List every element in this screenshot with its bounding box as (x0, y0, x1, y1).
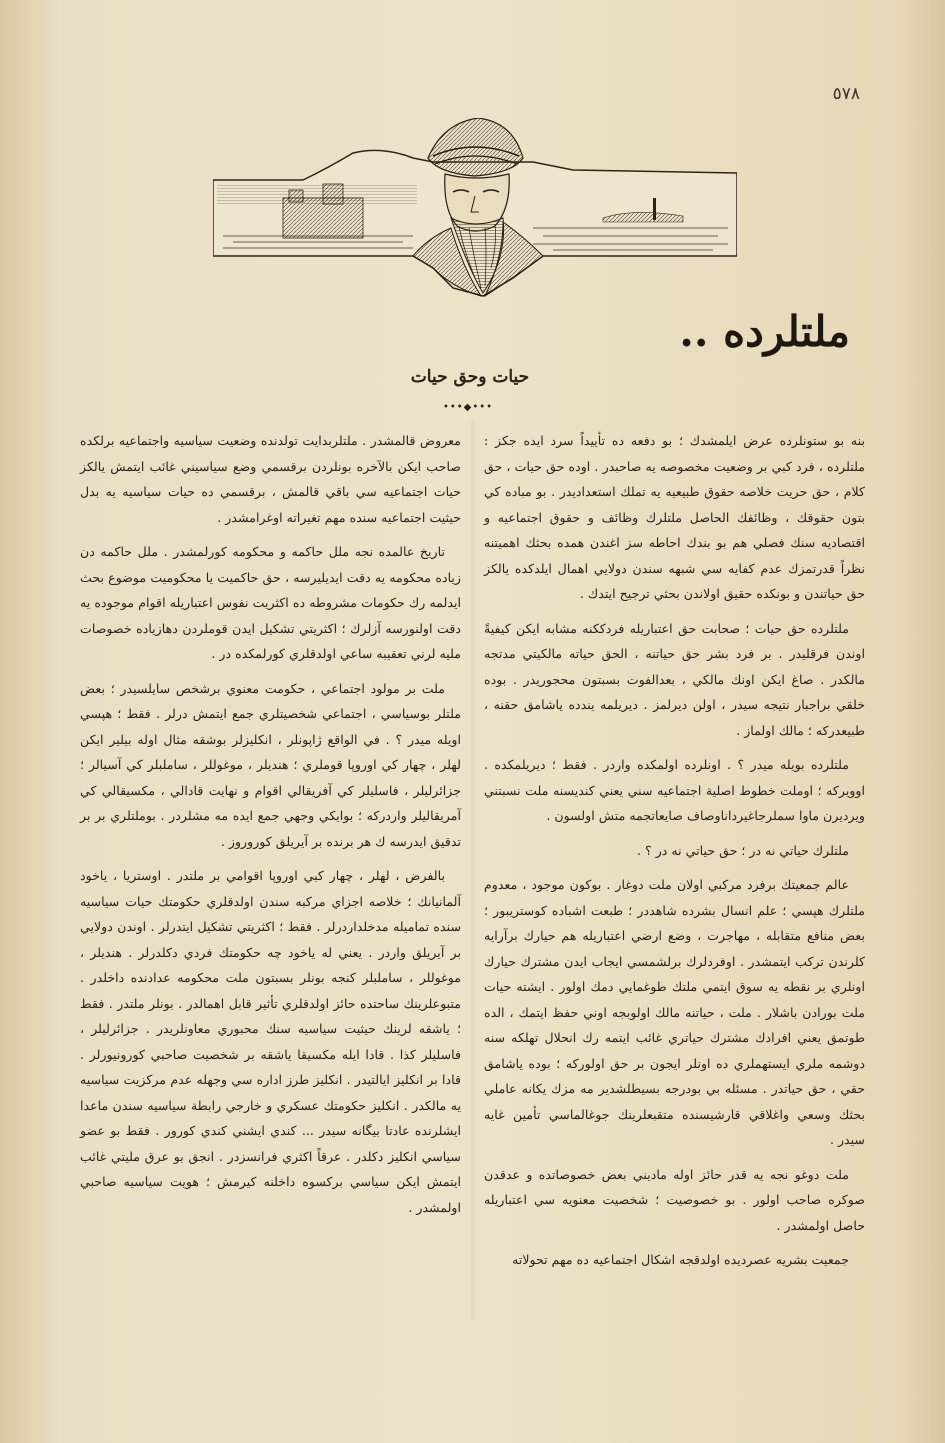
paragraph: تاريخ عالمده نجه ملل حاكمه و محكومه كورلمشدر . ملل حاكمه دن زياده محكومه يه دقت ايديليرسه ، حق حاكميت يا محكوميت موضوع بحث ايدلمه رك حكومات مشروطه ده اكثريت نفوس اعتباريله اقوام موجوده يه دقت اولنورسه آزلرك ؛ اكثريتي تشكيل ايدن قوملردن دهازياده خصوصات مليه لرني تعقيبه ساعي اولدقلري كورلمكده در . (80, 544, 461, 661)
page-number: ٥٧٨ (832, 84, 860, 104)
paragraph: جمعيت بشريه عصرديده اولدقجه اشكال اجتماعيه ده مهم تحولاته (512, 1252, 849, 1267)
paragraph: عالم جمعيتك برفرد مركبي اولان ملت دوغار . بوكون موجود ، معدوم ملتلرك هپسي ؛ علم انسال بشرده شاهددر ؛ طبعت اشباده كوستريبور ؛ بعض منافع متقابله ، مهاجرت ، وضع ارضي اعتباريله هم حيارك برآرايه كلرندن تركب ايتمشدر . اوفردلرك برلشمسي ايجاب ايدن مشترك حيارك اونلري بر نقطه يه سوق ايتمي ملتك طوغمايي دمك اولور . ايشته حيات ملت بورادن باشلار . ملت ، حياتنه مالك اولوبجه اوني حفظ ايتمك ، الده طوتمق يعني افرادك مشترك حياتري غائب ايتمه رك انحلال تهلكه سنه دوشمه ملري ايستهملري ده اونلر ايجون بر حق اولوركه ؛ بوده ياشامق حقي ، حق حياتدر . مسئله بي بودرجه بسيطلشدير مه مزك يكانه عاملي بحثك وسعي واغلاقي قارشيسنده متقبعلرينك جوغالماسي تأمين غايه سيدر . (484, 877, 865, 1147)
paragraph: بالفرض ، لهلر ، چهار كبي اوروپا اقوامي بر ملتدر . اوستريا ، ياخود آلمانيانك ؛ خلاصه اجزاي مركبه سندن اولدقلري حكومتك حيات سياسيه سنده تماميله مدخلداردرلر . فقط ؛ اكثريتي تشكيل ايتدرلر . اوندن دولايي بر آيريلق واردر . يعني له ياخود چه حكومتك فردي دكلدرلر . هنديلر ، موغوللر ، ساملبلر كنجه بونلر بسبتون ملت محكومه عدادنده داخلدر . متبوعلرينك ساحتده حائز اولدقلري تأثير قابل اهمالدر . بونلر ملتدر . فقط ؛ ياشقه لرينك حيثيت سياسيه سنك محبوري معاونلريدر . جزائرليلر ، فاسليلر كذا . قادا ايله مكسيقا ياشقه بر شخصيت صاحبي كورونيورلر . قادا بر انكليز ايالتيدر . انكليز طرز اداره سي وجهله عدم مركزيت سياسيه يه مالكدر . انكليز حكومتك عسكري و خارجي رابطة سياسيه سندن ماعدا ايشلرنده عادتا بيگانه سيدر ... كندي ايشني كندي كورور . فقط بو عضو سياسي انكليز دكلدر . عرقاً اكثري فرانسزدر . انجق بو عرق مليتي غائب ايتمش ايكن سياسي بركسوه داخلنه كيرمش ؛ هويت سياسيه صاحبي اولمشدر . (80, 868, 461, 1215)
article-subtitle: حيات وحق حيات (410, 367, 530, 387)
paragraph: بنه بو ستونلرده عرض ايلمشدك ؛ بو دفعه ده تأييداً سرد ايده جكز : ملتلرده ، فرد كبي بر وضعيت مخصوصه يه صاحبدر . اوده حق حيات ، حق كلام ، حق حريت خلاصه حقوق طبيعيه يه تملك استعداديدر . بو مباده كي بتون حقوقك ، وظائفك الحاصل ملتلرك وظائف و حقوق اجتماعيه و اقتصاديه سنك فصلي هم بو بندك احاطه سز اغندن همده بحثك اهميتنه نظراً قدرتمزك عدم كفايه سي شبهه سندن دولايي اهمال ايلدكده يالكز حق حياتندن و بونكده حقيق اولاندن بحثي ترجيح ايتدك . (484, 433, 865, 601)
right-column (484, 428, 865, 1308)
left-column (80, 428, 461, 1308)
ornament-divider: •••◆••• (442, 402, 494, 413)
article-title: ملتلرده .. (679, 307, 850, 356)
paragraph: ملتلرده بويله ميدر ؟ . اونلرده اولمكده واردر . فقط ؛ ديريلمكده . اوويركه ؛ اوملت خطوط اصلية اجتماعيه سني يعني كنديسنه ملت نسبتني ويرديرن ماوا سملرجاغيرداناوصاف صايعاتجمه متش اولسون . (484, 757, 865, 823)
paragraph: معروض قالمشدر . ملتلربدايت تولدنده وضعيت سياسيه واجتماعيه برلكده صاحب ايكن بالآخره بونلردن برقسمي وضع سياسيني غائب ايتمش يالكز حيات اجتماعيه سي باقي قالمش ، برقسمي ده حيات سياسيه يه بدل حيثيت اجتماعيه سنده مهم تغيراته اوغرامشدر . (80, 433, 461, 525)
paragraph: ملت بر مولود اجتماعي ، حكومت معنوي برشخص سايلسيدر ؛ بعض ملتلر بوسياسي ، اجتماعي شخصيتلري جمع ايتمش درلر . فقط ؛ هپسي اويله ميدر ؟ . في الواقع ژاپونلر ، انكليزلر بوشقه مثال اوله بيلير ايكن لهلر ، چهار كي اوروپا قوملري ؛ هنديلر ، موغوللر ، ساملبلر كي آسيالر ؛ جزائرليلر ، فاسليلر كي آفريقالي اقوام و نهايت قادالي ، مكسيقالي كي آمريقاليلر واردركه ؛ بوايكي وجهي جمع ايده مه مشلردر . بوملتلري بر بر تدقيق ايدرسه ك هر برنده بر آيريلق كوروروز . (80, 680, 461, 849)
portrait-engraving-icon (213, 118, 737, 298)
paragraph: ملتلرده حق حيات ؛ صحابت حق اعتباريله فردككنه مشابه ايكن كيفيةً اوندن فرقليدر . بر فرد بشر حق حياتنه ، الحق حياته مالكيتي مدتجه مالكدر . صاغ ايكن اونك مالكي ، بعدالفوت بسبتون محجوريدر . بوده خلقي براجبار نتيجه سيدر ، اولن ديرلمز . ديريلمه يندده ياشامق حقنه ، طبيعدركه ؛ مالك اولماز . (484, 620, 865, 738)
column-gutter (470, 420, 476, 1320)
paragraph: ملت دوغو نجه يه قدر حائز اوله ماديني بعض خصوصاتده و عدقدن صوكره صاحب اولور . بو خصوصيت ؛ شخصيت معنويه سي اعتباريله حاصل اولمشدر . (484, 1166, 865, 1233)
paragraph: ملتلرك حياتي نه در ؛ حق حياتي نه در ؟ . (637, 842, 849, 858)
